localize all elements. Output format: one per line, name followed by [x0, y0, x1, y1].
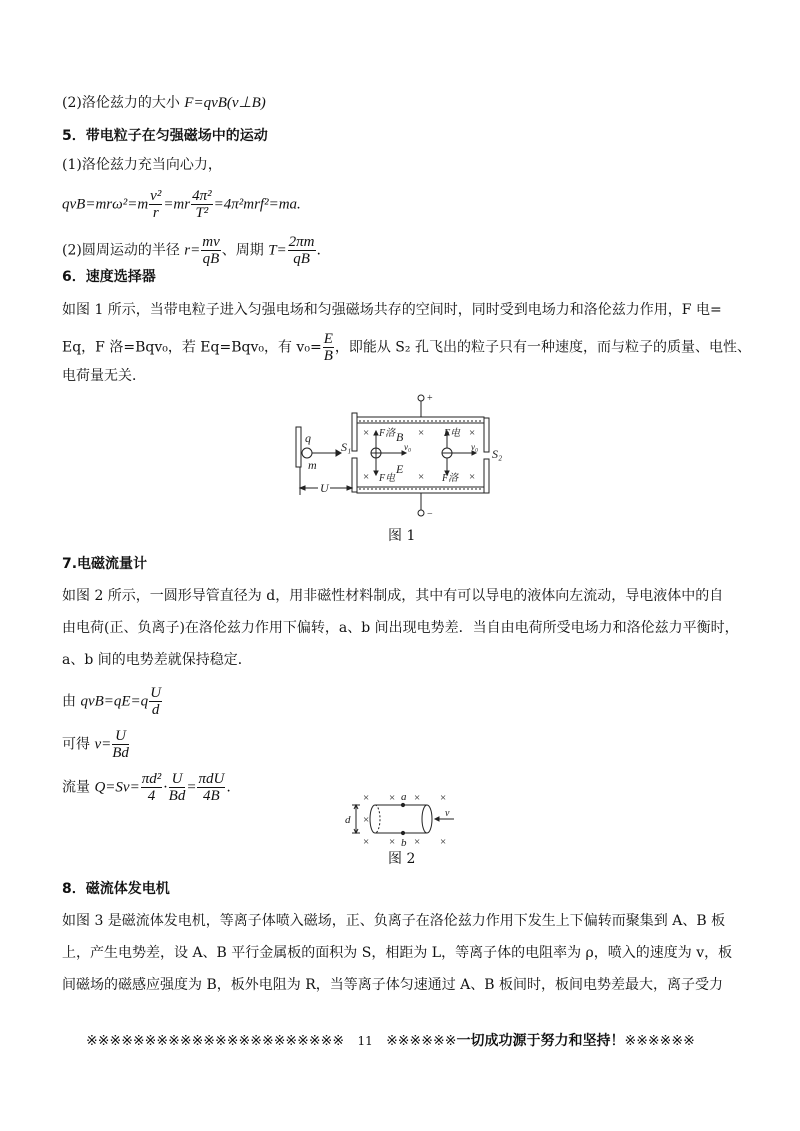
- s2-plate-bottom: [484, 459, 489, 493]
- page-footer: [86, 1030, 695, 1050]
- num: U: [169, 771, 186, 788]
- t: ，即能从 S₂ 孔飞出的粒子只有一种速度，而与粒子的质量、电性、: [334, 339, 751, 356]
- t: .: [226, 779, 231, 796]
- s8-p1: 如图 3 是磁流体发电机，等离子体喷入磁场，正、负离子在洛伦兹力作用下发生上下偏转而聚集到 A、B 板: [62, 913, 726, 929]
- den: qB: [202, 251, 220, 267]
- text: (2)洛伦兹力的大小: [62, 95, 185, 111]
- pipe-right-end: [422, 805, 432, 833]
- den: r: [152, 205, 159, 221]
- cross: ×: [389, 792, 396, 804]
- den: T²: [195, 205, 209, 221]
- label-q: q: [305, 431, 311, 445]
- source-plate: [296, 427, 301, 467]
- fraction: [149, 685, 162, 718]
- num: πdU: [198, 771, 225, 787]
- t: 由: [62, 693, 81, 710]
- num: mv: [202, 234, 220, 250]
- label-s2: S₂: [492, 447, 503, 461]
- label-m: m: [308, 458, 317, 472]
- cross: ×: [440, 836, 447, 848]
- label-b: b: [401, 837, 407, 849]
- s6-p1: 如图 1 所示，当带电粒子进入匀强电场和匀强磁场共存的空间时，同时受到电场力和洛伦兹力作用，F 电=: [62, 302, 722, 318]
- cross: ×: [418, 471, 425, 483]
- section-8-heading: 8．磁流体发电机: [62, 881, 170, 897]
- s2-plate-top: [484, 418, 489, 452]
- den: qB: [293, 251, 310, 267]
- num: E: [323, 331, 333, 347]
- fraction: [141, 771, 163, 804]
- section-7-heading: 7.电磁流量计: [62, 556, 148, 572]
- t: v=: [94, 736, 112, 753]
- figure-2-caption: 图 2: [388, 851, 416, 867]
- label-minus: −: [427, 509, 433, 520]
- cross: ×: [414, 836, 421, 848]
- t: r=: [184, 242, 201, 259]
- cross: ×: [363, 814, 370, 826]
- figure-2-flowmeter: [330, 785, 470, 850]
- den: d: [151, 702, 160, 718]
- s1-plate-bottom: [352, 458, 357, 492]
- t: ·: [163, 779, 168, 796]
- particle: [302, 448, 312, 458]
- label-f-luo: F洛: [442, 473, 459, 484]
- label-f-dian: F电: [444, 428, 461, 439]
- label-b: B: [396, 430, 404, 444]
- t: T=: [268, 242, 287, 259]
- fraction: [197, 771, 225, 804]
- den: Bd: [168, 788, 186, 804]
- num: v²: [150, 188, 162, 204]
- den: B: [323, 348, 333, 364]
- footer-decoration: ※※※※※※: [624, 1033, 695, 1049]
- cross: ×: [363, 836, 370, 848]
- formula: F=qvB(v⊥B): [184, 95, 266, 111]
- den: Bd: [112, 745, 129, 761]
- t: =: [186, 779, 197, 796]
- label-plus: +: [427, 393, 433, 404]
- label-u: U: [320, 481, 329, 495]
- negative-terminal: [418, 510, 424, 516]
- pipe-left-end: [370, 805, 375, 833]
- cross: ×: [469, 471, 476, 483]
- t: 、周期: [221, 242, 269, 259]
- figure-1-caption: 图 1: [388, 528, 416, 544]
- num: 4π²: [192, 188, 212, 204]
- t: =mr: [163, 196, 191, 213]
- s7-eq3: [62, 771, 231, 804]
- figure-1-velocity-selector: [0, 0, 800, 560]
- s7-p1: 如图 2 所示，一圆形导管直径为 d，用非磁性材料制成，其中有可以导电的液体向左流动，导电液体中的自: [62, 588, 724, 604]
- label-f-dian: F电: [379, 473, 396, 484]
- s8-p3: 间磁场的磁感应强度为 B，板外电阻为 R，当等离子体匀速通过 A、B 板间时，板间电势差最大，离子受力: [62, 977, 724, 993]
- num: πd²: [141, 771, 162, 787]
- den: 4: [147, 788, 156, 804]
- footer-decoration: ※※※※※※※※※※※※※※※※※※※※※※: [86, 1033, 345, 1049]
- num: U: [112, 728, 129, 745]
- t: 流量: [62, 779, 95, 796]
- cross: ×: [440, 792, 447, 804]
- s7-p2: 由电荷(正、负离子)在洛伦兹力作用下偏转，a、b 间出现电势差．当自由电荷所受电场力和洛伦兹力平衡时，: [62, 620, 739, 636]
- label-s1: S₁: [341, 440, 352, 454]
- s7-eq2: [62, 728, 130, 761]
- label-f-luo: F洛: [379, 428, 396, 439]
- t: Q=Sv=: [94, 779, 140, 796]
- positive-terminal: [418, 395, 424, 401]
- t: Eq，F 洛=Bqv₀，若 Eq=Bqv₀，有 v₀=: [62, 339, 322, 356]
- footer-decoration: ※※※※※※: [386, 1033, 457, 1049]
- positive-plate: [357, 417, 484, 423]
- section-5-heading: 5．带电粒子在匀强磁场中的运动: [62, 128, 268, 144]
- s6-p3: 电荷量无关．: [62, 368, 146, 384]
- cross: ×: [469, 427, 476, 439]
- den: 4B: [203, 788, 220, 804]
- t: 可得: [62, 736, 95, 753]
- label-v0: v₀: [404, 442, 412, 452]
- fraction: [169, 771, 186, 804]
- fraction: [112, 728, 129, 761]
- s7-p3: a、b 间的电势差就保持稳定．: [62, 652, 252, 668]
- page-number: 11: [357, 1034, 373, 1048]
- t: qvB=qE=q: [80, 693, 149, 710]
- cross: ×: [389, 836, 396, 848]
- cross: ×: [414, 792, 421, 804]
- t: .: [316, 242, 321, 259]
- cross: ×: [363, 792, 370, 804]
- label-v: v: [445, 808, 450, 819]
- section-6-heading: 6．速度选择器: [62, 269, 156, 285]
- t: qvB=mrω²=m: [62, 196, 149, 213]
- s7-eq1: [62, 685, 163, 718]
- num: U: [150, 685, 162, 701]
- s5-item1: (1)洛伦兹力充当向心力，: [62, 157, 222, 173]
- cross: ×: [363, 427, 370, 439]
- label-v0: v₀: [471, 442, 479, 452]
- cross: ×: [363, 471, 370, 483]
- t: =4π²mrf²=ma.: [213, 196, 301, 213]
- footer-motto: 一切成功源于努力和坚持！: [456, 1033, 625, 1049]
- num: 2πm: [288, 234, 315, 250]
- t: (2)圆周运动的半径: [62, 242, 185, 259]
- label-d: d: [345, 814, 351, 826]
- s1-plate-top: [352, 413, 357, 451]
- cross: ×: [418, 427, 425, 439]
- label-e: E: [396, 462, 404, 476]
- label-a: a: [401, 791, 407, 803]
- s8-p2: 上，产生电势差，设 A、B 平行金属板的面积为 S，相距为 L，等离子体的电阻率为 ρ，喷入的速度为 v，板: [62, 945, 733, 961]
- negative-plate: [357, 487, 484, 493]
